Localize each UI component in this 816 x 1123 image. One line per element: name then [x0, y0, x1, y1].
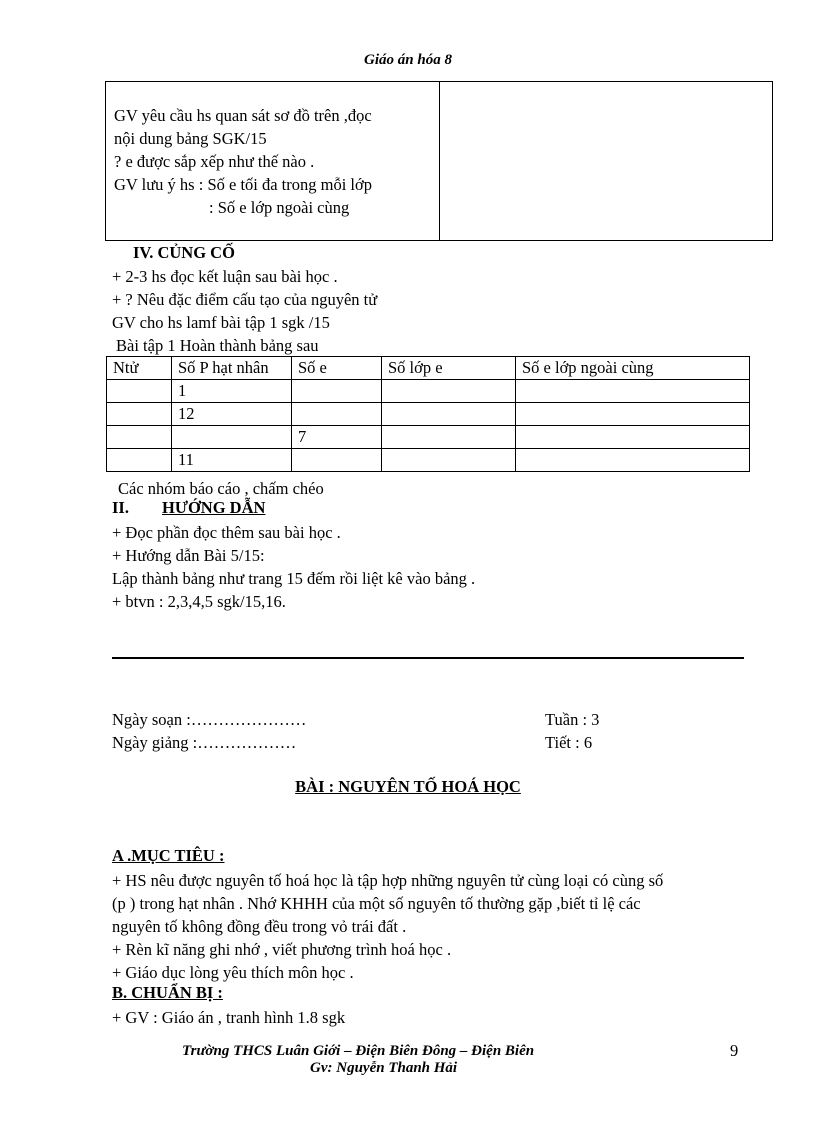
- muc-tieu-line: (p ) trong hạt nhân . Nhớ KHHH của một số nguyên tố thường gặp ,biết tỉ lệ các: [112, 894, 641, 913]
- exercise-col-header: Ntử: [107, 357, 172, 380]
- exercise-cell: [107, 403, 172, 426]
- cung-co-line: + 2-3 hs đọc kết luận sau bài học .: [112, 267, 338, 286]
- exercise-table: [106, 356, 750, 472]
- exercise-cell: 7: [292, 426, 382, 449]
- section-huong-dan-heading: HƯỚNG DẪN: [162, 498, 266, 517]
- activity-table: [105, 81, 773, 241]
- page-header-title: Giáo án hóa 8: [364, 52, 452, 68]
- exercise-cell: 12: [172, 403, 292, 426]
- page-number: 9: [730, 1041, 739, 1060]
- huong-dan-line: + btvn : 2,3,4,5 sgk/15,16.: [112, 592, 286, 611]
- exercise-cell: 11: [172, 449, 292, 472]
- cung-co-line: + ? Nêu đặc điểm cấu tạo của nguyên tử: [112, 290, 378, 309]
- exercise-cell: [292, 449, 382, 472]
- section-chuan-bi-heading: B. CHUẨN BỊ :: [112, 983, 223, 1002]
- huong-dan-line: Lập thành bảng như trang 15 đếm rồi liệt kê vào bảng .: [112, 569, 476, 588]
- chuan-bi-line: + GV : Giáo án , tranh hình 1.8 sgk: [112, 1008, 346, 1027]
- tuan: Tuần : 3: [545, 710, 600, 729]
- exercise-cell: [107, 380, 172, 403]
- section-cung-co-heading: IV. CỦNG CỐ: [133, 243, 235, 262]
- huong-dan-line: + Hướng dẫn Bài 5/15:: [112, 546, 265, 565]
- cung-co-line: Bài tập 1 Hoàn thành bảng sau: [116, 336, 319, 355]
- tiet: Tiết : 6: [545, 733, 593, 752]
- exercise-table-header-row: [107, 357, 750, 380]
- muc-tieu-line: nguyên tố không đồng đều trong vỏ trái đất .: [112, 917, 407, 936]
- exercise-cell: [382, 380, 516, 403]
- exercise-col-header: Số e: [292, 357, 382, 380]
- cung-co-line: GV cho hs lamf bài tập 1 sgk /15: [112, 313, 330, 332]
- exercise-table-row: [107, 426, 750, 449]
- activity-line: ? e được sắp xếp như thế nào .: [114, 152, 315, 171]
- exercise-cell: [516, 380, 750, 403]
- exercise-table-row: [107, 449, 750, 472]
- activity-line: GV yêu cầu hs quan sát sơ đồ trên ,đọc: [114, 106, 372, 125]
- activity-line: : Số e lớp ngoài cùng: [209, 198, 350, 217]
- exercise-cell: [382, 426, 516, 449]
- lesson-title: BÀI : NGUYÊN TỐ HOÁ HỌC: [295, 777, 521, 796]
- footer-teacher: Gv: Nguyễn Thanh Hải: [310, 1060, 458, 1076]
- exercise-cell: [516, 426, 750, 449]
- muc-tieu-line: + HS nêu được nguyên tố hoá học là tập hợp những nguyên tử cùng loại có cùng số: [112, 871, 664, 890]
- exercise-cell: 1: [172, 380, 292, 403]
- activity-line: GV lưu ý hs : Số e tối đa trong mỗi lớp: [114, 175, 372, 194]
- exercise-cell: [516, 403, 750, 426]
- ngay-soan: Ngày soạn :…………………: [112, 710, 307, 729]
- exercise-col-header: Số P hạt nhân: [172, 357, 292, 380]
- after-table-note: Các nhóm báo cáo , chấm chéo: [118, 479, 324, 498]
- exercise-cell: [292, 403, 382, 426]
- exercise-col-header: Số e lớp ngoài cùng: [516, 357, 750, 380]
- section-huong-dan-number: II.: [112, 498, 129, 517]
- ngay-giang: Ngày giảng :………………: [112, 733, 297, 752]
- exercise-table-row: [107, 403, 750, 426]
- exercise-cell: [516, 449, 750, 472]
- huong-dan-line: + Đọc phần đọc thêm sau bài học .: [112, 523, 341, 542]
- muc-tieu-line: + Giáo dục lòng yêu thích môn học .: [112, 963, 354, 982]
- activity-line: nội dung bảng SGK/15: [114, 129, 267, 148]
- exercise-cell: [107, 449, 172, 472]
- activity-teacher-cell: [106, 82, 440, 241]
- exercise-cell: [382, 403, 516, 426]
- exercise-cell: [292, 380, 382, 403]
- exercise-cell: [107, 426, 172, 449]
- section-muc-tieu-heading: A .MỤC TIÊU :: [112, 846, 225, 865]
- exercise-cell: [382, 449, 516, 472]
- footer-school: Trường THCS Luân Giới – Điện Biên Đông – Điện Biên: [182, 1043, 535, 1059]
- exercise-cell: [172, 426, 292, 449]
- activity-student-cell: [440, 82, 773, 241]
- section-divider: [112, 657, 744, 659]
- muc-tieu-line: + Rèn kĩ năng ghi nhớ , viết phương trình hoá học .: [112, 940, 452, 959]
- exercise-table-row: [107, 380, 750, 403]
- exercise-col-header: Số lớp e: [382, 357, 516, 380]
